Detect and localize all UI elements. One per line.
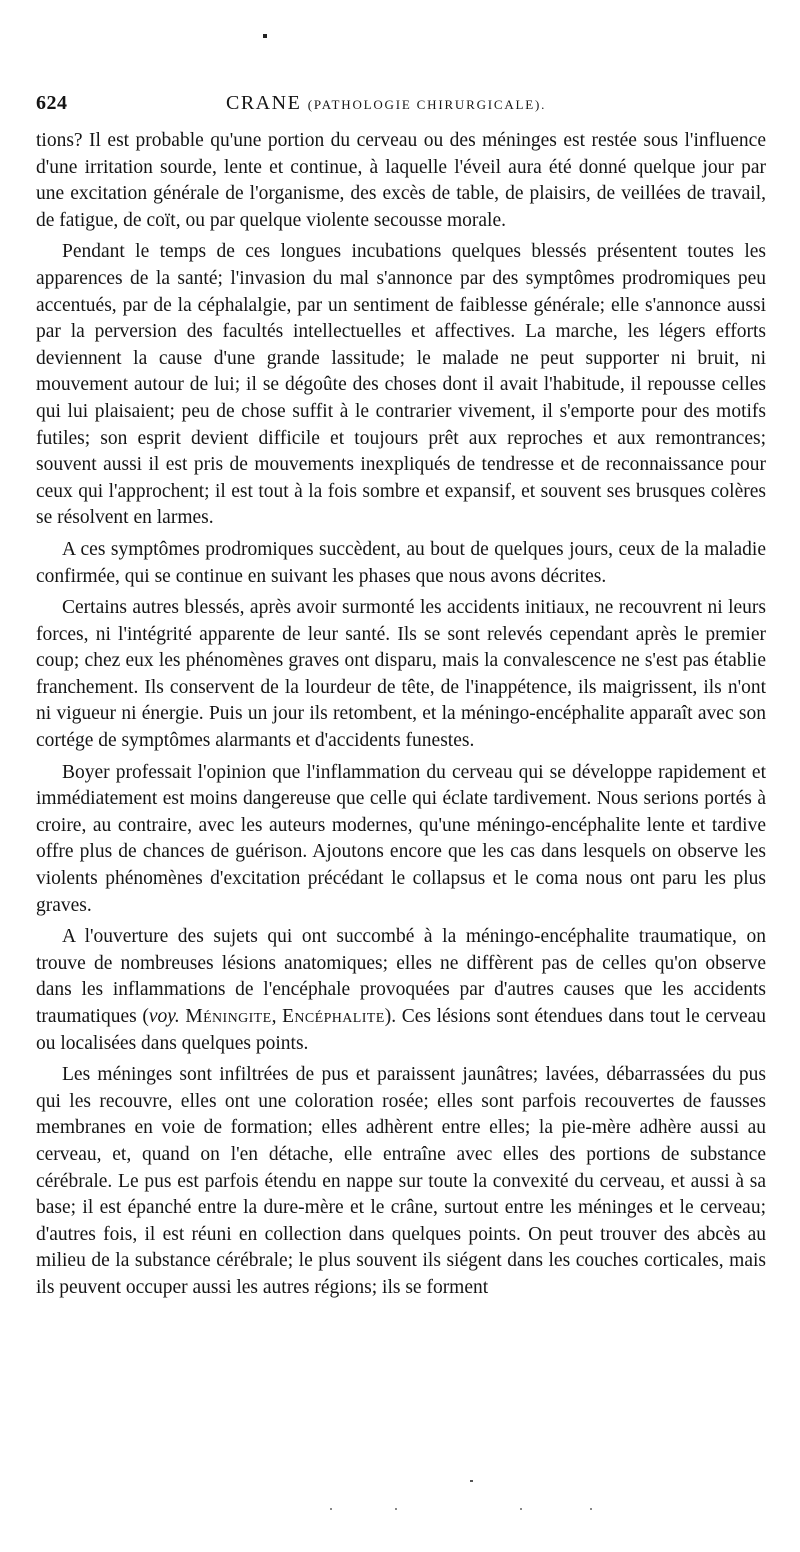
voy-abbreviation: voy.	[148, 1006, 180, 1027]
paragraph-meninges: Les méninges sont infiltrées de pus et paraissent jaunâtres; lavées, débarrassées du pus qui les recouvre, elles ont une coloration rosée; elles sont parfois recouvertes de fausses membranes en voie de formation; elles adhèrent entre elles; la pie-mère adhère aussi au cerveau, et, quand on l'en détache, elle entraîne avec elles des portions de substance cérébrale. Le pus est parfois étendu en nappe sur toute la convexité du cerveau, et aussi à sa base; il est épanché entre la dure-mère et le crâne, surtout entre les méninges et le cerveau; d'autres fois, il est réuni en collection dans quelques points. On peut trouver des abcès au milieu de la substance cérébrale; le plus souvent ils siégent dans les couches corticales, mais ils peuvent occuper aussi les autres régions; ils se forment	[36, 1064, 766, 1298]
page-header	[36, 92, 766, 122]
paragraph-boyer: Boyer professait l'opinion que l'inflammation du cerveau qui se développe rapidement et immédiatement est moins dangereuse que celle qui éclate tardivement. Nous serions portés à croire, au contraire, avec les auteurs modernes, qu'une méningo-encéphalite lente et tardive offre plus de chances de guérison. Ajoutons encore que les cas dans lesquels on observe les violents phénomènes d'excitation précédant le collapsus et le coma nous ont paru les plus graves.	[36, 761, 766, 916]
running-head-title: CRANE	[226, 92, 302, 114]
autopsy-text-start: A l'ouverture des sujets qui ont succombé à la méningo-encéphalite traumatique, on trouve de nombreuses lésions anatomiques; elles ne diffèrent pas de celles qu'on observe dans les inflammations de l'encéphale provoquées par d'autres causes que les accidents traumatiques (	[36, 926, 766, 1027]
speck	[590, 1508, 592, 1510]
cross-reference-meningite: Méningite	[185, 1006, 272, 1027]
cross-reference-encephalite: Encéphalite	[282, 1006, 385, 1027]
running-head	[226, 92, 546, 115]
paragraph-prodromes: A ces symptômes prodromiques succèdent, au bout de quelques jours, ceux de la maladie confirmée, qui se continue en suivant les phases que nous avons décrites.	[36, 538, 766, 587]
running-head-subtitle: (PATHOLOGIE CHIRURGICALE).	[307, 97, 547, 112]
paragraph-continuation: tions? Il est probable qu'une portion du cerveau ou des méninges est restée sous l'influence d'une irritation sourde, lente et continue, à laquelle l'éveil aura été donné quelque jour par une excitation générale de l'organisme, des excès de table, de plaisirs, de veillées de travail, de fatigue, de coït, ou par quelque violente secousse morale.	[36, 130, 766, 231]
autopsy-text-end: ). Ces lésions sont étendues dans tout le cerveau ou localisées dans quelques points.	[36, 1006, 766, 1054]
speck	[330, 1508, 332, 1510]
speck	[395, 1508, 397, 1510]
cross-reference-separator: ,	[271, 1006, 283, 1027]
page-number: 624	[36, 92, 68, 114]
speck	[263, 34, 267, 38]
speck	[470, 1480, 473, 1482]
body-text	[36, 128, 766, 1307]
speck	[520, 1508, 522, 1510]
paragraph-autopsy	[36, 924, 766, 1057]
paragraph-incubation: Pendant le temps de ces longues incubations quelques blessés présentent toutes les apparences de la santé; l'invasion du mal s'annonce par des symptômes prodromiques peu accentués, par de la céphalalgie, par un sentiment de faiblesse générale; elle s'annonce aussi par la perversion des facultés intellectuelles et affectives. La marche, les légers efforts deviennent la cause d'une grande lassitude; le malade ne peut supporter ni bruit, ni mouvement autour de lui; il se dégoûte des choses dont il avait l'habitude, il repousse celles qui lui plaisaient; peu de chose suffit à le contrarier vivement, il s'emporte pour des motifs futiles; son esprit devient difficile et toujours prêt aux reproches et aux remontrances; souvent aussi il est pris de mouvements inexpliqués de tendresse et de reconnaissance pour ceux qui l'approchent; il est tout à la fois sombre et expansif, et souvent ses brusques colères se résolvent en larmes.	[36, 241, 766, 529]
paragraph-relapse: Certains autres blessés, après avoir surmonté les accidents initiaux, ne recouvrent ni leurs forces, ni l'intégrité apparente de leur santé. Ils se sont relevés cependant après le premier coup; chez eux les phénomènes graves ont disparu, mais la convalescence ne s'est pas établie franchement. Ils conservent de la lourdeur de tête, de l'inappétence, ils maigrissent, ils n'ont ni vigueur ni énergie. Puis un jour ils retombent, et la méningo-encéphalite apparaît avec son cortége de symptômes alarmants et d'accidents funestes.	[36, 597, 766, 752]
